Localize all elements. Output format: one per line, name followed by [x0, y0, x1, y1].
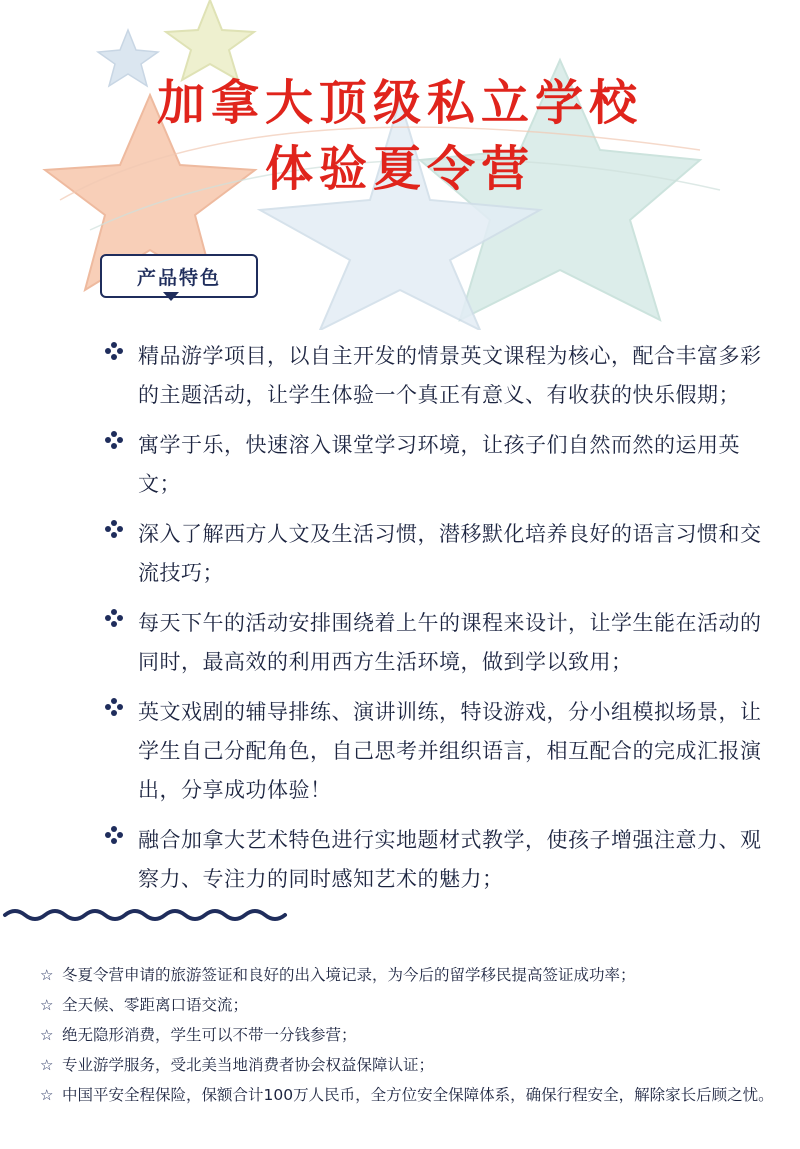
notes-list	[40, 960, 780, 1110]
note-item	[40, 1050, 780, 1080]
note-item	[40, 990, 780, 1020]
flower-bullet-icon	[104, 519, 124, 539]
feature-item	[104, 604, 764, 682]
title-block	[0, 70, 800, 202]
flower-bullet-icon	[104, 697, 124, 717]
note-text: 专业游学服务，受北美当地消费者协会权益保障认证；	[62, 1056, 435, 1074]
note-text: 绝无隐形消费，学生可以不带一分钱参营；	[62, 1026, 357, 1044]
tag-pointer-icon	[163, 292, 179, 302]
star-outline-icon: ☆	[40, 996, 54, 1014]
star-outline-icon: ☆	[40, 966, 54, 984]
section-tag: 产品特色	[100, 254, 258, 298]
feature-text: 融合加拿大艺术特色进行实地题材式教学，使孩子增强注意力、观察力、专注力的同时感知艺术的魅力；	[138, 828, 762, 891]
feature-item	[104, 337, 764, 415]
note-text: 中国平安全程保险，保额合计100万人民币，全方位安全保障体系，确保行程安全，解除家长后顾之忧。	[62, 1086, 774, 1104]
note-item	[40, 1020, 780, 1050]
feature-text: 每天下午的活动安排围绕着上午的课程来设计，让学生能在活动的同时，最高效的利用西方生活环境，做到学以致用；	[138, 611, 762, 674]
flower-bullet-icon	[104, 825, 124, 845]
page-title-line2: 体验夏令营	[264, 141, 535, 197]
star-outline-icon: ☆	[40, 1056, 54, 1074]
feature-text: 精品游学项目，以自主开发的情景英文课程为核心，配合丰富多彩的主题活动，让学生体验一个真正有意义、有收获的快乐假期；	[138, 344, 762, 407]
flower-bullet-icon	[104, 430, 124, 450]
feature-text: 深入了解西方人文及生活习惯，潜移默化培养良好的语言习惯和交流技巧；	[138, 522, 762, 585]
feature-text: 寓学于乐，快速溶入课堂学习环境，让孩子们自然而然的运用英文；	[138, 433, 740, 496]
wave-divider	[0, 905, 290, 925]
page-title-line1: 加拿大顶级私立学校	[156, 75, 643, 131]
feature-text: 英文戏剧的辅导排练、演讲训练，特设游戏，分小组模拟场景，让学生自己分配角色，自己思考并组织语言，相互配合的完成汇报演出，分享成功体验！	[138, 700, 762, 802]
feature-item	[104, 426, 764, 504]
note-item	[40, 1080, 780, 1110]
note-text: 全天候、零距离口语交流；	[62, 996, 249, 1014]
star-outline-icon: ☆	[40, 1026, 54, 1044]
flower-bullet-icon	[104, 608, 124, 628]
yellow-star	[166, 0, 254, 80]
feature-item	[104, 515, 764, 593]
feature-item	[104, 693, 764, 810]
features-list	[104, 337, 764, 910]
flower-bullet-icon	[104, 341, 124, 361]
note-item	[40, 960, 780, 990]
star-outline-icon: ☆	[40, 1086, 54, 1104]
feature-item	[104, 821, 764, 899]
note-text: 冬夏令营申请的旅游签证和良好的出入境记录，为今后的留学移民提高签证成功率；	[62, 966, 636, 984]
